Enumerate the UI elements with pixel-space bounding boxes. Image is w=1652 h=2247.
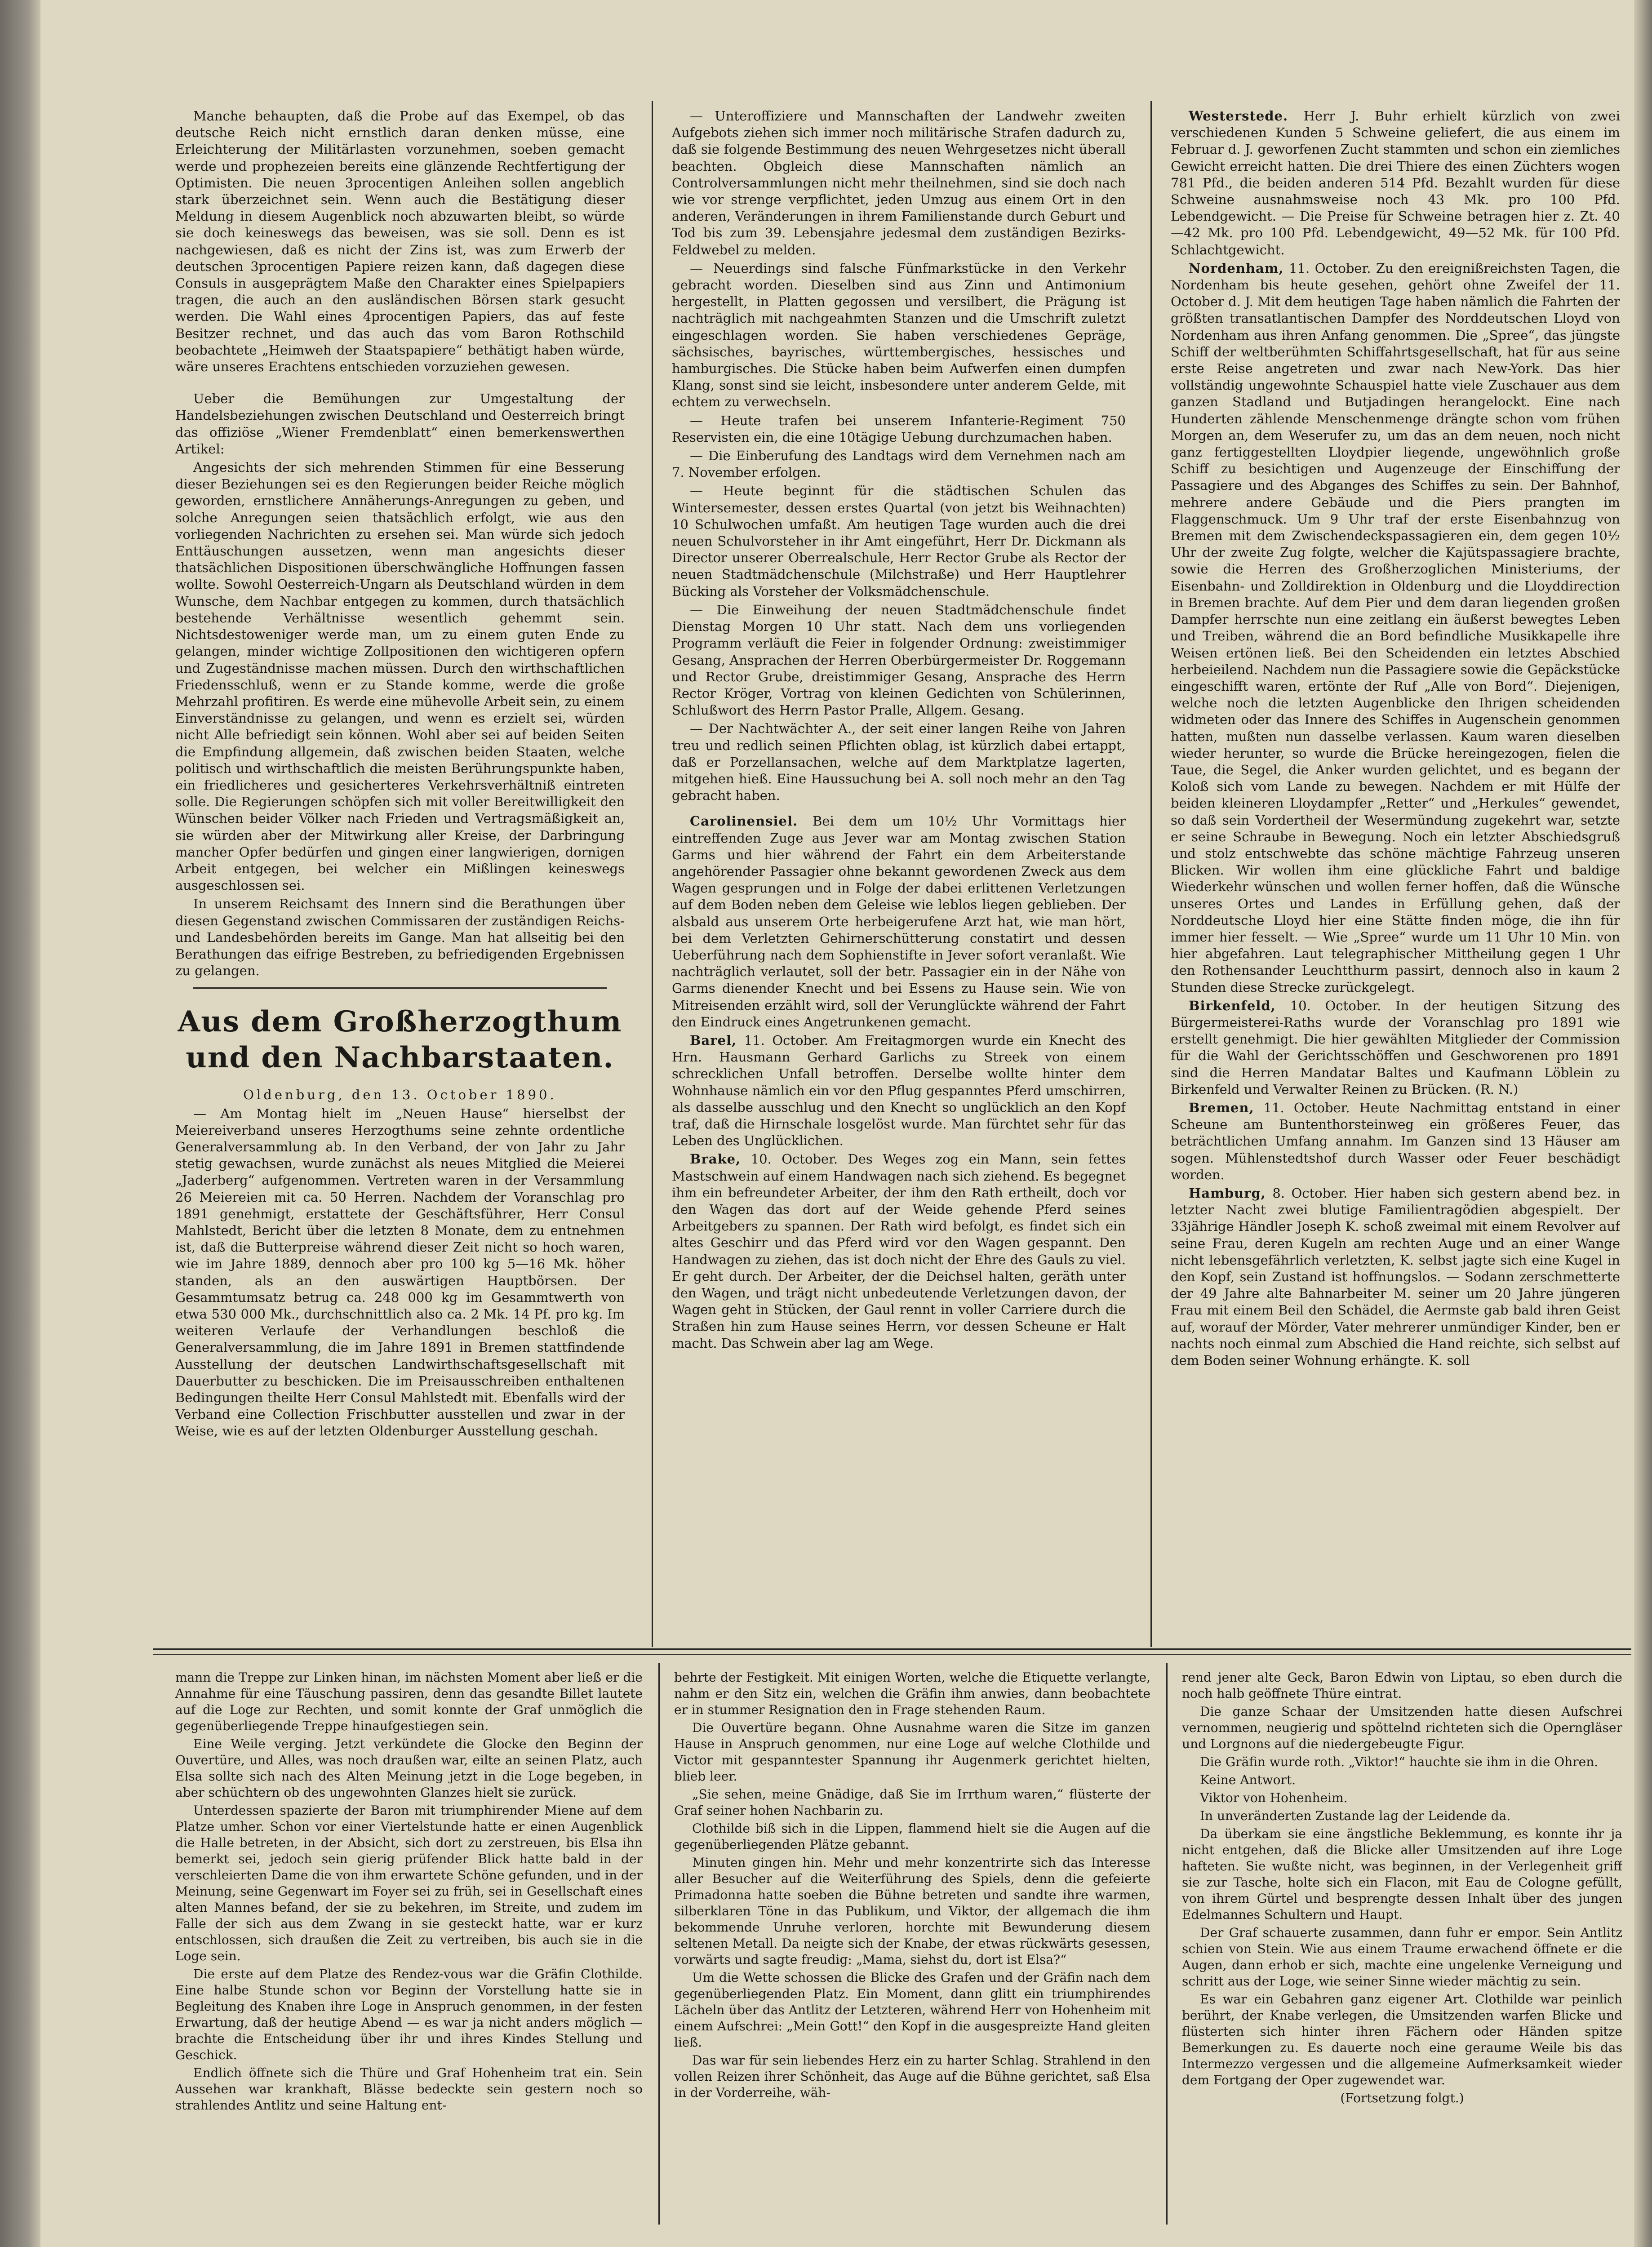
book-spine	[0, 0, 40, 2247]
article-meiereiverband: — Am Montag hielt im „Neuen Hause“ hierselbst der Meiereiverband unseres Herzogthums seine zehnte ordentliche Generalversammlung ab. In den Verband, der von Jahr zu Jahr stetig gewachsen, wurde zunächst als neues Mitglied die Meierei „Jaderberg“ aufgenommen. Vertreten waren in der Versammlung 26 Meiereien mit ca. 50 Herren. Nachdem der Voranschlag pro 1891 genehmigt, erstattete der Geschäftsführer, Herr Consul Mahlstedt, Bericht über die letzten 8 Monate, dem zu entnehmen ist, daß die Butterpreise während dieser Zeit nicht so hoch waren, wie im Jahre 1889, dennoch aber pro 100 kg 5—16 Mk. höher standen, als an den auswärtigen Hauptbörsen. Der Gesammtumsatz betrug ca. 248 000 kg im Gesammtwerth von etwa 530 000 Mk., durchschnittlich also ca. 2 Mk. 14 Pf. pro kg. Im weiteren Verlaufe der Verhandlungen beschloß die Generalversammlung, die im Jahre 1891 in Bremen stattfindende Ausstellung der deutschen Landwirthschaftsgesellschaft mit Dauerbutter zu beschicken. Die im Preisausschreiben enthaltenen Bedingungen theilte Herr Consul Mahlstedt mit. Ebenfalls wird der Verband eine Collection Frischbutter ausstellen und zwar in der Weise, wie es auf der letzten Oldenburger Ausstellung geschah.	[175, 1106, 625, 1439]
article-reservists: — Heute trafen bei unserem Infanterie-Regiment 750 Reservisten ein, die eine 10tägige Uebung durchzumachen haben.	[672, 413, 1126, 445]
story-paragraph: mann die Treppe zur Linken hinan, im nächsten Moment aber ließ er die Annahme für eine Täuschung passiren, denn das gesandte Billet lautete auf die Loge zur Rechten, und somit konnte der Graf unmöglich die gegenüberliegende Treppe hinaufgestiegen sein.	[175, 1670, 643, 1733]
column-rule-1	[652, 101, 653, 1647]
feuilleton-rule-top	[153, 1648, 1631, 1650]
feuilleton-column-2	[674, 1670, 1150, 2231]
story-paragraph: behrte der Festigkeit. Mit einigen Worten, welche die Etiquette verlangte, nahm er den Sitz ein, welchen die Gräfin ihm anwies, dann beobachtete er in stummer Resignation den in Frage stehenden Raum.	[674, 1670, 1150, 1717]
feuilleton-rule-1	[658, 1663, 660, 2225]
feuilleton-column-1	[175, 1670, 643, 2231]
section-heading: Aus dem Großherzogthum und den Nachbarstaaten.	[178, 1005, 622, 1075]
story-paragraph: Viktor von Hohenheim.	[1200, 1790, 1348, 1805]
story-paragraph: In unveränderten Zustande lag der Leidende da.	[1200, 1808, 1511, 1823]
story-paragraph: Die Gräfin wurde roth. „Viktor!“ hauchte sie ihm in die Ohren.	[1200, 1754, 1599, 1769]
news-column-2	[672, 108, 1126, 1636]
article-nordenham	[1171, 260, 1620, 996]
story-paragraph: Da überkam sie eine ängstliche Beklemmung, es konnte ihr ja nicht entgehen, daß die Blicke aller Umsitzenden auf ihre Loge hafteten. Sie wußte nicht, was beginnen, in der Verlegenheit griff sie zur Tasche, holte sich ein Flacon, mit Eau de Cologne gefüllt, von ihrem Gürtel und besprengte dessen Inhalt über des jungen Edelmannes Schultern und Haupt.	[1182, 1826, 1622, 1922]
article-school-inauguration: — Die Einweihung der neuen Stadtmädchenschule findet Dienstag Morgen 10 Uhr statt. Nach dem uns vorliegenden Programm verläuft die Feier in folgender Ordnung: zweistimmiger Gesang, Ansprachen der Herren Oberbürgermeister Dr. Roggemann und Rector Grube, dreistimmiger Gesang, Ansprache des Herrn Rector Kröger, Vortrag von kleinen Gedichten von Schülerinnen, Schlußwort des Herrn Pastor Pralle, Allgem. Gesang.	[672, 602, 1126, 718]
place-name: Nordenham,	[1189, 260, 1284, 276]
story-paragraph: Der Graf schauerte zusammen, dann fuhr er empor. Sein Antlitz schien von Stein. Wie aus einem Traume erwachend öffnete er die Augen, dann erhob er sich, machte eine ungelenke Verneigung und schritt aus der Loge, wie seiner Sinne wieder mächtig zu sein.	[1182, 1925, 1622, 1989]
news-column-3	[1171, 108, 1620, 1636]
article-bremen	[1171, 1100, 1620, 1183]
newspaper-page	[40, 0, 1652, 2247]
article-brake	[672, 1151, 1126, 1351]
article-text: 11. October. Am Freitagmorgen wurde ein Knecht des Hrn. Hausmann Gerhard Garlichs zu Streek von einem schrecklichen Unfall betroffen. Derselbe wollte hinter dem Wohnhause nämlich ein vor den Pflug gespanntes Pferd umschirren, als dasselbe ausschlug und den Knecht so unglücklich an den Kopf traf, daß die Hirnschale losgelöst wurde. Man fürchtet sehr für das Leben des Unglücklichen.	[672, 1032, 1126, 1149]
article-landtag: — Die Einberufung des Landtags wird dem Vernehmen nach am 7. November erfolgen.	[672, 448, 1126, 480]
article-text: 8. October. Hier haben sich gestern abend bez. in letzter Nacht zwei blutige Familientragödien abgespielt. Der 33jährige Händler Joseph K. schoß zweimal mit einem Revolver auf seine Frau, deren Kugeln am rechten Auge und an einer Wange nicht lebensgefährlich verletzten, K. selbst jagte sich eine Kugel in den Kopf, sein Zustand ist hoffnungslos. — Sodann zerschmetterte der 49 Jahre alte Bahnarbeiter M. seiner um 20 Jahre jüngeren Frau mit einem Beil den Schädel, die Aermste gab bald ihren Geist auf, worauf der Mörder, Vater mehrerer unmündiger Kinder, ben er nachts noch einmal zum Abschied die Hand reichte, sich selbst auf dem Boden seiner Wohnung erhängte. K. soll	[1171, 1186, 1620, 1368]
feuilleton-rule-bottom	[153, 1654, 1631, 1655]
place-name: Hamburg,	[1189, 1186, 1266, 1201]
place-name: Bremen,	[1189, 1100, 1254, 1115]
article-trade-relations-intro: Ueber die Bemühungen zur Umgestaltung der Handelsbeziehungen zwischen Deutschland und Oesterreich bringt das offiziöse „Wiener Fremdenblatt“ einen bemerkenswerthen Artikel:	[175, 391, 625, 457]
article-birkenfeld	[1171, 998, 1620, 1098]
article-counterfeit-coins: — Neuerdings sind falsche Fünfmarkstücke in den Verkehr gebracht worden. Dieselben sind aus Zinn und Antimonium hergestellt, in Platten gegossen und versilbert, die Prägung ist nachträglich mit nachgeahmten Stanzen und die Umschrift zuletzt eingeschlagen worden. Sie haben verschiedenes Gepräge, sächsisches, bayrisches, württembergisches, hessisches und hamburgisches. Die Stücke haben beim Aufwerfen einen dumpfen Klang, sonst sind sie leicht, insbesondere unter anderem Gelde, mit echtem zu verwechseln.	[672, 260, 1126, 410]
story-paragraph: Die ganze Schaar der Umsitzenden hatte diesen Aufschrei vernommen, neugierig und spöttelnd richteten sich die Operngläser und Lorgnons auf die niedergebeugte Figur.	[1182, 1704, 1622, 1751]
article-carolinensiel	[672, 813, 1126, 1030]
story-paragraph: Das war für sein liebendes Herz ein zu harter Schlag. Strahlend in den vollen Reizen ihrer Schönheit, das Auge auf die Bühne gerichtet, saß Elsa in der Vorderreihe, wäh-	[674, 2053, 1150, 2100]
article-military-loans: Manche behaupten, daß die Probe auf das Exempel, ob das deutsche Reich nicht ernstlich daran denken müsse, eine Erleichterung der Militärlasten vorzunehmen, soeben gemacht werde und prophezeien bereits eine glänzende Rechtfertigung der Optimisten. Die neuen 3procentigen Anleihen sollen angeblich stark überzeichnet sein. Wenn auch die Bestätigung dieser Meldung in diesem Augenblick noch abzuwarten bleibt, so würde sie doch keineswegs das beweisen, was sie soll. Denn es ist nachgewiesen, daß es nicht der Zins ist, was zum Erwerb der deutschen 3procentigen Papiere reizen kann, daß dagegen diese Consuls in ausgeprägtem Maße den Charakter eines Spielpapiers tragen, die auch an den ausländischen Börsen stark gesucht werden. Die Wahl eines 4procentigen Papiers, das auf feste Besitzer rechnet, und das auch das vom Baron Rothschild beobachtete „Heimweh der Staatspapiere“ bethätigt haben würde, wäre unseres Erachtens entschieden vorzuziehen gewesen.	[175, 108, 625, 375]
story-paragraph: „Sie sehen, meine Gnädige, daß Sie im Irrthum waren,“ flüsterte der Graf seiner hohen Nachbarin zu.	[674, 1787, 1150, 1818]
story-paragraph: Die erste auf dem Platze des Rendez-vous war die Gräfin Clothilde. Eine halbe Stunde schon vor Beginn der Vorstellung hatte sie in Begleitung des Knaben ihre Loge in Anspruch genommen, in der festen Erwartung, daß der heutige Abend — es war ja nicht anders möglich — brachte die Entscheidung über ihr und ihres Kindes Stellung und Geschick.	[175, 1967, 643, 2062]
article-trade-relations-end: In unserem Reichsamt des Innern sind die Berathungen über diesen Gegenstand zwischen Commissaren der zuständigen Reichs- und Landesbehörden bereits im Gange. Man hat allseitig bei den Berathungen das eifrige Bestreben, zu befriedigenden Ergebnissen zu gelangen.	[175, 896, 625, 979]
article-night-watchman: — Der Nachtwächter A., der seit einer langen Reihe von Jahren treu und redlich seinen Pflichten oblag, ist kürzlich dabei ertappt, daß er Porzellansachen, welche auf dem Marktplatze lagerten, mitgehen hieß. Eine Haussuchung bei A. soll noch mehr an den Tag gebracht haben.	[672, 721, 1126, 804]
column-rule-2	[1150, 101, 1152, 1647]
page-edge-shadow	[1634, 0, 1652, 2247]
place-name: Brake,	[690, 1151, 741, 1167]
article-hamburg	[1171, 1185, 1620, 1369]
article-text: 10. October. Des Weges zog ein Mann, sein fettes Mastschwein auf einem Handwagen nach sich ziehend. Es begegnet ihm ein befreundeter Arbeiter, der ihm den Rath ertheilt, doch vor den Wagen das dort auf der Weide gehende Pferd seines Arbeitgebers zu spannen. Der Rath wird befolgt, es findet sich ein altes Geschirr und das Pferd wird vor den Wagen gespannt. Den Handwagen zu ziehen, das ist doch nicht der Ehre des Gauls zu viel. Er geht durch. Der Arbeiter, der die Deichsel halten, geräth unter den Wagen, und trägt nicht unbedeutende Verletzungen davon, der Wagen geht in Stücken, der Gaul rennt in voller Carriere durch die Straßen hin zum Hause seines Herrn, vor dessen Scheune er Halt macht. Das Schwein aber lag am Wege.	[672, 1151, 1126, 1351]
place-name: Barel,	[690, 1032, 737, 1048]
article-trade-relations-body: Angesichts der sich mehrenden Stimmen für eine Besserung dieser Beziehungen sei es den Regierungen beider Reiche möglich geworden, ernstlichere Annäherungs-Anregungen zu geben, und solche Anregungen seien thatsächlich erfolgt, wie aus den vorliegenden Nachrichten zu ersehen sei. Man würde sich jedoch Enttäuschungen aussetzen, wenn man angesichts dieser thatsächlichen Dispositionen überschwängliche Hoffnungen fassen wollte. Sowohl Oesterreich-Ungarn als Deutschland würden in dem Wunsche, dem Nachbar entgegen zu kommen, durch thatsächlich bestehende Verhältnisse wesentlich gehemmt sein. Nichtsdestoweniger werde man, um zu einem guten Ende zu gelangen, minder wichtige Zollpositionen den wichtigeren opfern und Zugeständnisse machen müssen. Durch den wirthschaftlichen Friedensschluß, wenn er zu Stande komme, werde die große Mehrzahl profitiren. Es werde eine mühevolle Arbeit sein, zu einem Einverständnisse zu gelangen, und wenn es erzielt sei, würden nicht Alle befriedigt sein können. Wohl aber sei auf beiden Seiten die Empfindung allgemein, daß zwischen beiden Staaten, welche politisch und wirthschaftlich die meisten Berührungspunkte haben, ein friedlicheres und gesicherteres Verkehrsverhältniß eintreten solle. Die Regierungen schöpfen sich mit voller Bereitwilligkeit den Wünschen beider Völker nach Frieden und Vertragsmäßigkeit an, sie würden aber der Mitwirkung aller Kreise, der Darbringung mancher Opfer bedürfen und gingen einer langwierigen, dornigen Arbeit entgegen, bei welcher ein Mißlingen keineswegs ausgeschlossen sei.	[175, 460, 625, 893]
story-paragraph: Unterdessen spazierte der Baron mit triumphirender Miene auf dem Platze umher. Schon vor einer Viertelstunde hatte er einen Augenblick die Halle betreten, in der Absicht, sich dort zu zerstreuen, bis Elsa ihn bemerkt sei, jedoch sein gierig prüfender Blick hatte bald in der verschleierten Dame die von ihm erwartete Schöne gefunden, und in der Meinung, seine Gegenwart im Foyer sei zu früh, sei in Gesellschaft eines alten Mannes befand, der sie zu bekehren, im Streite, und zudem im Falle der sich aus dem Zwang in sie gesteckt hatte, war er kurz entschlossen, sich draußen die Zeit zu vertreiben, bis auch sie in die Loge sein.	[175, 1803, 643, 1963]
story-paragraph: Keine Antwort.	[1200, 1772, 1296, 1787]
article-landwehr: — Unteroffiziere und Mannschaften der Landwehr zweiten Aufgebots ziehen sich immer noch militärische Strafen dadurch zu, daß sie folgende Bestimmung des neuen Wehrgesetzes nicht überall beachten. Obgleich diese Mannschaften nämlich an Controlversammlungen nicht mehr theilnehmen, sind sie doch nach wie vor strenge verpflichtet, jeden Umzug aus einem Ort in den anderen, Veränderungen in ihrem Familienstande durch Geburt und Tod bis zum 39. Lebensjahre jedesmal dem zuständigen Bezirks-Feldwebel zu melden.	[672, 108, 1126, 258]
story-paragraph: Endlich öffnete sich die Thüre und Graf Hohenheim trat ein. Sein Aussehen war krankhaft, Blässe bedeckte sein gestern noch so strahlendes Antlitz und seine Haltung ent-	[175, 2065, 643, 2113]
story-paragraph: Clothilde biß sich in die Lippen, flammend hielt sie die Augen auf die gegenüberliegenden Plätze gebannt.	[674, 1821, 1150, 1852]
dateline: Oldenburg, den 13. October 1890.	[243, 1087, 557, 1103]
article-barel	[672, 1032, 1126, 1149]
section-divider	[193, 987, 607, 989]
article-westerstede	[1171, 108, 1620, 258]
continuation-note: (Fortsetzung folgt.)	[1340, 2091, 1464, 2105]
feuilleton-rule-2	[1166, 1663, 1168, 2225]
article-text: Bei dem um 10½ Uhr Vormittags hier eintreffenden Zuge aus Jever war am Montag zwischen Station Garms und hier während der Fahrt ein dem Arbeiterstande angehörender Passagier ohne bekannt gewordenen Zweck aus dem Wagen gesprungen und in Folge der dabei erlittenen Verletzungen auf dem Boden neben dem Geleise wie leblos liegen geblieben. Der alsbald aus unserem Orte herbeigerufene Arzt hat, wie man hört, bei dem Verletzten Gehirnerschütterung constatirt und dessen Ueberführung nach dem Sophienstifte in Jever sofort veranlaßt. Wie nachträglich verlautet, soll der betr. Passagier ein in der Nähe von Garms dienender Knecht und bei Essens zu Hause sein. Wie von Mitreisenden erzählt wird, soll der Verunglückte während der Fahrt den Eindruck eines Angetrunkenen gemacht.	[672, 813, 1126, 1030]
article-winter-semester: — Heute beginnt für die städtischen Schulen das Wintersemester, dessen erstes Quartal (von jetzt bis Weihnachten) 10 Schulwochen umfaßt. Am heutigen Tage wurden auch die drei neuen Schulvorsteher in ihr Amt eingeführt, Herr Dr. Dickmann als Director unserer Oberrealschule, Herr Rector Grube als Rector der neuen Stadtmädchenschule (Milchstraße) und Herr Hauptlehrer Bücking als Vorsteher der Volksmädchenschule.	[672, 483, 1126, 599]
article-text: Herr J. Buhr erhielt kürzlich von zwei verschiedenen Kunden 5 Schweine geliefert, die aus einem im Februar d. J. geworfenen Zucht stammten und schon ein ziemliches Gewicht erreicht hatten. Die drei Thiere des einen Züchters wogen 781 Pfd., die beiden anderen 514 Pfd. Bezahlt wurden für diese Schweine ausnahmsweise noch 43 Mk. pro 100 Pfd. Lebendgewicht. — Die Preise für Schweine betragen hier z. Zt. 40—42 Mk. pro 100 Pfd. Lebendgewicht, 49—52 Mk. für 100 Pfd. Schlachtgewicht.	[1171, 108, 1620, 258]
story-paragraph: Minuten gingen hin. Mehr und mehr konzentrirte sich das Interesse aller Besucher auf die Weiterführung des Spiels, denn die gefeierte Primadonna hatte soeben die Bühne betreten und sandte ihre warmen, silberklaren Töne in das Publikum, und Viktor, der allgemach die ihm bekommende Unruhe verloren, horchte mit Bewunderung diesem seltenen Metall. Da neigte sich der Knabe, der etwas rückwärts gesessen, vorwärts und sagte freudig: „Mama, siehst du, dort ist Elsa?“	[674, 1855, 1150, 1967]
article-text: 10. October. In der heutigen Sitzung des Bürgermeisterei-Raths wurde der Voranschlag pro 1891 wie erstellt genehmigt. Die hier gewählten Mitglieder der Commission für die Wahl der Gerichtsschöffen und Geschworenen pro 1891 sind die Herren Mandatar Baltes und Kaufmann Löblein zu Birkenfeld und Verwalter Reinen zu Brücken. (R. N.)	[1171, 998, 1620, 1097]
place-name: Carolinensiel.	[690, 813, 798, 829]
place-name: Birkenfeld,	[1189, 998, 1276, 1013]
story-paragraph: Die Ouvertüre begann. Ohne Ausnahme waren die Sitze im ganzen Hause in Anspruch genommen, nur eine Loge auf welche Clothilde und Victor mit gespanntester Spannung ihr Augenmerk gerichtet hielten, blieb leer.	[674, 1720, 1150, 1784]
story-paragraph: rend jener alte Geck, Baron Edwin von Liptau, so eben durch die noch halb geöffnete Thüre eintrat.	[1182, 1670, 1622, 1701]
story-paragraph: Um die Wette schossen die Blicke des Grafen und der Gräfin nach dem gegenüberliegenden Platz. Ein Moment, dann glitt ein triumphirendes Lächeln über das Antlitz der Letzteren, während Herr von Hohenheim mit einem Aufschrei: „Mein Gott!“ den Kopf in die ausgespreizte Hand gleiten ließ.	[674, 1970, 1150, 2050]
article-text: 11. October. Zu den ereignißreichsten Tagen, die Nordenham bis heute gesehen, gehört ohne Zweifel der 11. October d. J. Mit dem heutigen Tage haben nämlich die Fahrten der größten transatlantischen Dampfer des Norddeutschen Lloyd von Nordenham aus ihren Anfang genommen. Die „Spree“, das jüngste Schiff der weltberühmten Schiffahrtsgesellschaft, hat für aus seine erste Reise angetreten und zwar nach New-York. Das hier vollständig ungewohnte Schauspiel hatte viele Zuschauer aus dem ganzen Stadland und Butjadingen herangelockt. Eine nach Hunderten zählende Menschenmenge drängte schon vom frühen Morgen an, dem Weserufer zu, um das an dem neuen, noch nicht ganz fertiggestellten Lloydpier liegende, ungewöhnlich große Schiff zu besichtigen und Augenzeuge der Einschiffung der Passagiere und des Abganges des Schiffes zu sein. Der Bahnhof, mehrere andere Gebäude und die Piers prangten im Flaggenschmuck. Um 9 Uhr traf der erste Eisenbahnzug von Bremen mit dem Zwischendeckspassagieren ein, dem gegen 10½ Uhr der zweite Zug folgte, welcher die Kajütspassagiere brachte, sowie die Herren des Großherzoglichen Ministeriums, der Eisenbahn- und Zolldirektion in Oldenburg und die Lloyddirection in Bremen brachte. Auf dem Pier und dem daran liegenden großen Dampfer herrschte nun eine zeitlang ein äußerst bewegtes Leben und Treiben, während die an Bord befindliche Musikkapelle ihre Weisen ertönen ließ. Bei den Scheidenden ein letztes Abschied herbeieilend. Nachdem nun die Passagiere sowie die Gepäckstücke eingeschifft waren, ertönte der Ruf „Alle von Bord“. Diejenigen, welche noch die letzten Augenblicke den Ihrigen scheidenden widmeten oder das Innere des Schiffes in Augenschein genommen hatten, mußten nun dasselbe verlassen. Kaum waren dieselben wieder herunter, so wurde die Brücke hereingezogen, fielen die Taue, die Segel, die Anker wurden gelichtet, und es begann der Koloß sich vom Lande zu bewegen. Nachdem er mit Hülfe der beiden kleineren Lloydampfer „Retter“ und „Herkules“ gewendet, so daß sein Vordertheil der Wesermündung zugekehrt war, setzte er seine Schraube in Bewegung. Noch ein letzter Abschiedsgruß und stolz entschwebte das schöne mächtige Fahrzeug unseren Blicken. Wir wollen ihm eine glückliche Fahrt und baldige Wiederkehr wünschen und wollen ferner hoffen, daß die Wünsche unseres Ortes und Landes in Erfüllung gehen, daß der Norddeutsche Lloyd hier eine Stätte finden möge, die ihn für immer hier fesselt. — Wie „Spree“ wurde um 11 Uhr 10 Min. von hier abgefahren. Laut telegraphischer Mittheilung gegen 1 Uhr den Rothensander Leuchtthurm passirt, dennoch also in kaum 2 Stunden diese Strecke zurückgelegt.	[1171, 260, 1620, 995]
article-text: 11. October. Heute Nachmittag entstand in einer Scheune am Buntenthorsteinweg ein größeres Feuer, das beträchtlichen Umfang annahm. Im Ganzen sind 13 Häuser am sogen. Mühlenstedtshof durch Wasser oder Feuer beschädigt worden.	[1171, 1100, 1620, 1182]
feuilleton-column-3	[1182, 1670, 1622, 2231]
place-name: Westerstede.	[1189, 108, 1288, 124]
news-column-1	[175, 108, 625, 1636]
story-paragraph: Es war ein Gebahren ganz eigener Art. Clothilde war peinlich berührt, der Knabe verlegen, die Umsitzenden warfen Blicke und flüsterten sich hinter ihren Fächern oder Händen spitze Bemerkungen zu. Es dauerte noch eine geraume Weile bis das Intermezzo vergessen und die allgemeine Aufmerksamkeit wieder dem Fortgang der Oper zugewendet war.	[1182, 1992, 1622, 2087]
story-paragraph: Eine Weile verging. Jetzt verkündete die Glocke den Beginn der Ouvertüre, und Alles, was noch draußen war, eilte an seinen Platz, auch Elsa sollte sich nach des Alten Meinung jetzt in die Loge begeben, in aber schüchtern ob des ungewohnten Glanzes hielt sie zurück.	[175, 1736, 643, 1800]
